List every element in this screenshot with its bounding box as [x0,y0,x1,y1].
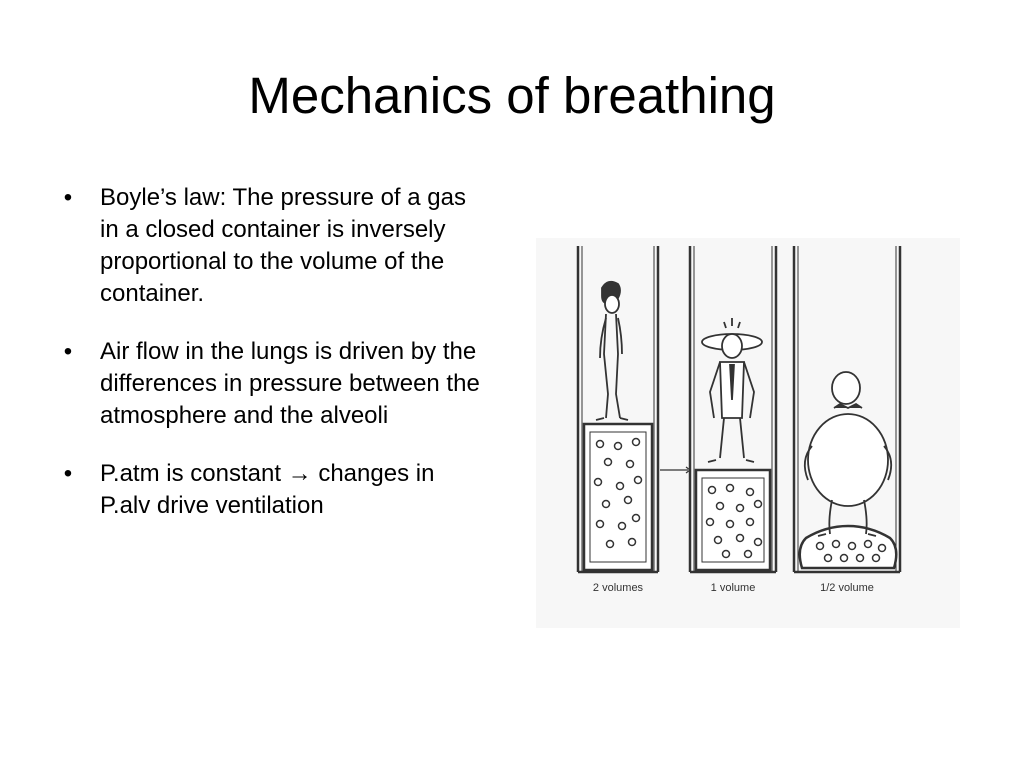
bullet-dot-icon: • [63,338,73,365]
stressed-man-figure [702,318,762,462]
bullet-text-part: P.atm is constant [100,460,281,487]
thin-man-figure [596,282,628,420]
gas-container-medium [696,470,770,570]
bullet-text: Air flow in the lungs is driven by the differences in pressure between the atmosphere and the alveoli [100,338,480,429]
bullet-dot-icon: • [63,460,73,487]
caption-panel-1: 2 volumes [592,582,644,594]
slide-title: Mechanics of breathing [248,67,776,125]
caption-panel-2: 1 volume [710,582,756,594]
bullet-dot-icon: • [63,184,73,211]
gas-container-large [584,424,652,570]
caption-panel-3: 1/2 volume [820,582,874,594]
boyles-law-drawing [536,238,960,628]
bullet-text-part: changes in P.alv drive ventilation [100,460,435,519]
bloated-man-figure [805,372,891,536]
bullet-item [58,182,488,310]
bullet-item [58,458,488,522]
bullet-text: Boyle’s law: The pressure of a gas in a closed container is inversely proportional to the volume of the container. [100,184,466,307]
arrow-between-panels-icon [660,467,690,473]
bullet-list [58,182,488,548]
arrow-right-icon: → [287,460,312,487]
gas-container-small [800,526,897,568]
boyles-law-illustration [536,238,960,628]
bullet-item [58,336,488,432]
